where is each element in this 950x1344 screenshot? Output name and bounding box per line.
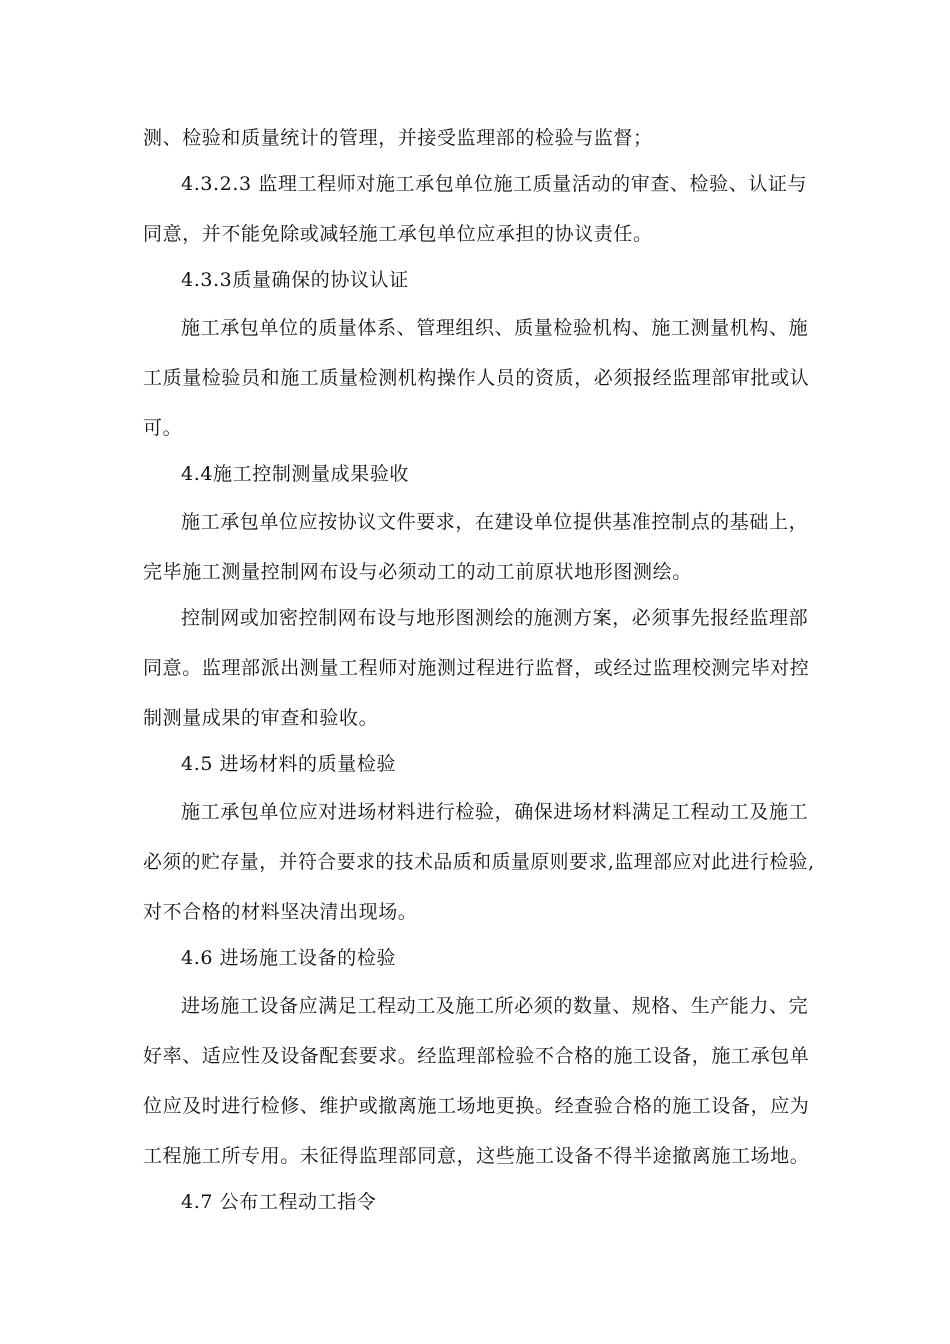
section-heading: 4.3.3质量确保的协议认证: [181, 269, 409, 291]
body-text-line: 完毕施工测量控制网布设与必须动工的动工前原状地形图测绘。: [143, 561, 692, 583]
body-text-line: 工程施工所专用。未征得监理部同意，这些施工设备不得半途撤离施工场地。: [143, 1145, 810, 1167]
body-text-line: 制测量成果的审查和验收。: [143, 707, 379, 729]
body-text-line: 位应及时进行检修、维护或撤离施工场地更换。经查验合格的施工设备，应为: [143, 1095, 810, 1117]
body-text-line: 控制网或加密控制网布设与地形图测绘的施测方案，必须事先报经监理部: [181, 607, 809, 629]
body-text-line: 必须的贮存量，并符合要求的技术品质和质量原则要求,监理部应对此进行检验,: [143, 851, 815, 873]
body-text-line: 工质量检验员和施工质量检测机构操作人员的资质，必须报经监理部审批或认: [143, 367, 810, 389]
section-heading: 4.7 公布工程动工指令: [181, 1191, 377, 1213]
body-text-line: 施工承包单位的质量体系、管理组织、质量检验机构、施工测量机构、施: [181, 317, 809, 339]
body-text-line: 同意。监理部派出测量工程师对施测过程进行监督，或经过监理校测完毕对控: [143, 657, 810, 679]
body-text-line: 好率、适应性及设备配套要求。经监理部检验不合格的施工设备，施工承包单: [143, 1045, 810, 1067]
body-text-line: 同意，并不能免除或减轻施工承包单位应承担的协议责任。: [143, 223, 653, 245]
body-text-line: 施工承包单位应对进场材料进行检验，确保进场材料满足工程动工及施工: [181, 801, 809, 823]
body-text-line: 测、检验和质量统计的管理，并接受监理部的检验与监督；: [143, 127, 653, 149]
section-heading: 4.5 进场材料的质量检验: [181, 753, 397, 775]
body-text-line: 可。: [143, 417, 183, 439]
section-heading: 4.4施工控制测量成果验收: [181, 463, 410, 485]
body-text-line: 施工承包单位应按协议文件要求，在建设单位提供基准控制点的基础上，: [181, 511, 809, 533]
body-text-line: 对不合格的材料坚决清出现场。: [143, 901, 418, 923]
body-text-line: 进场施工设备应满足工程动工及施工所必须的数量、规格、生产能力、完: [181, 995, 809, 1017]
section-heading: 4.6 进场施工设备的检验: [181, 947, 397, 969]
section-heading: 4.3.2.3 监理工程师对施工承包单位施工质量活动的审查、检验、认证与: [181, 173, 808, 195]
